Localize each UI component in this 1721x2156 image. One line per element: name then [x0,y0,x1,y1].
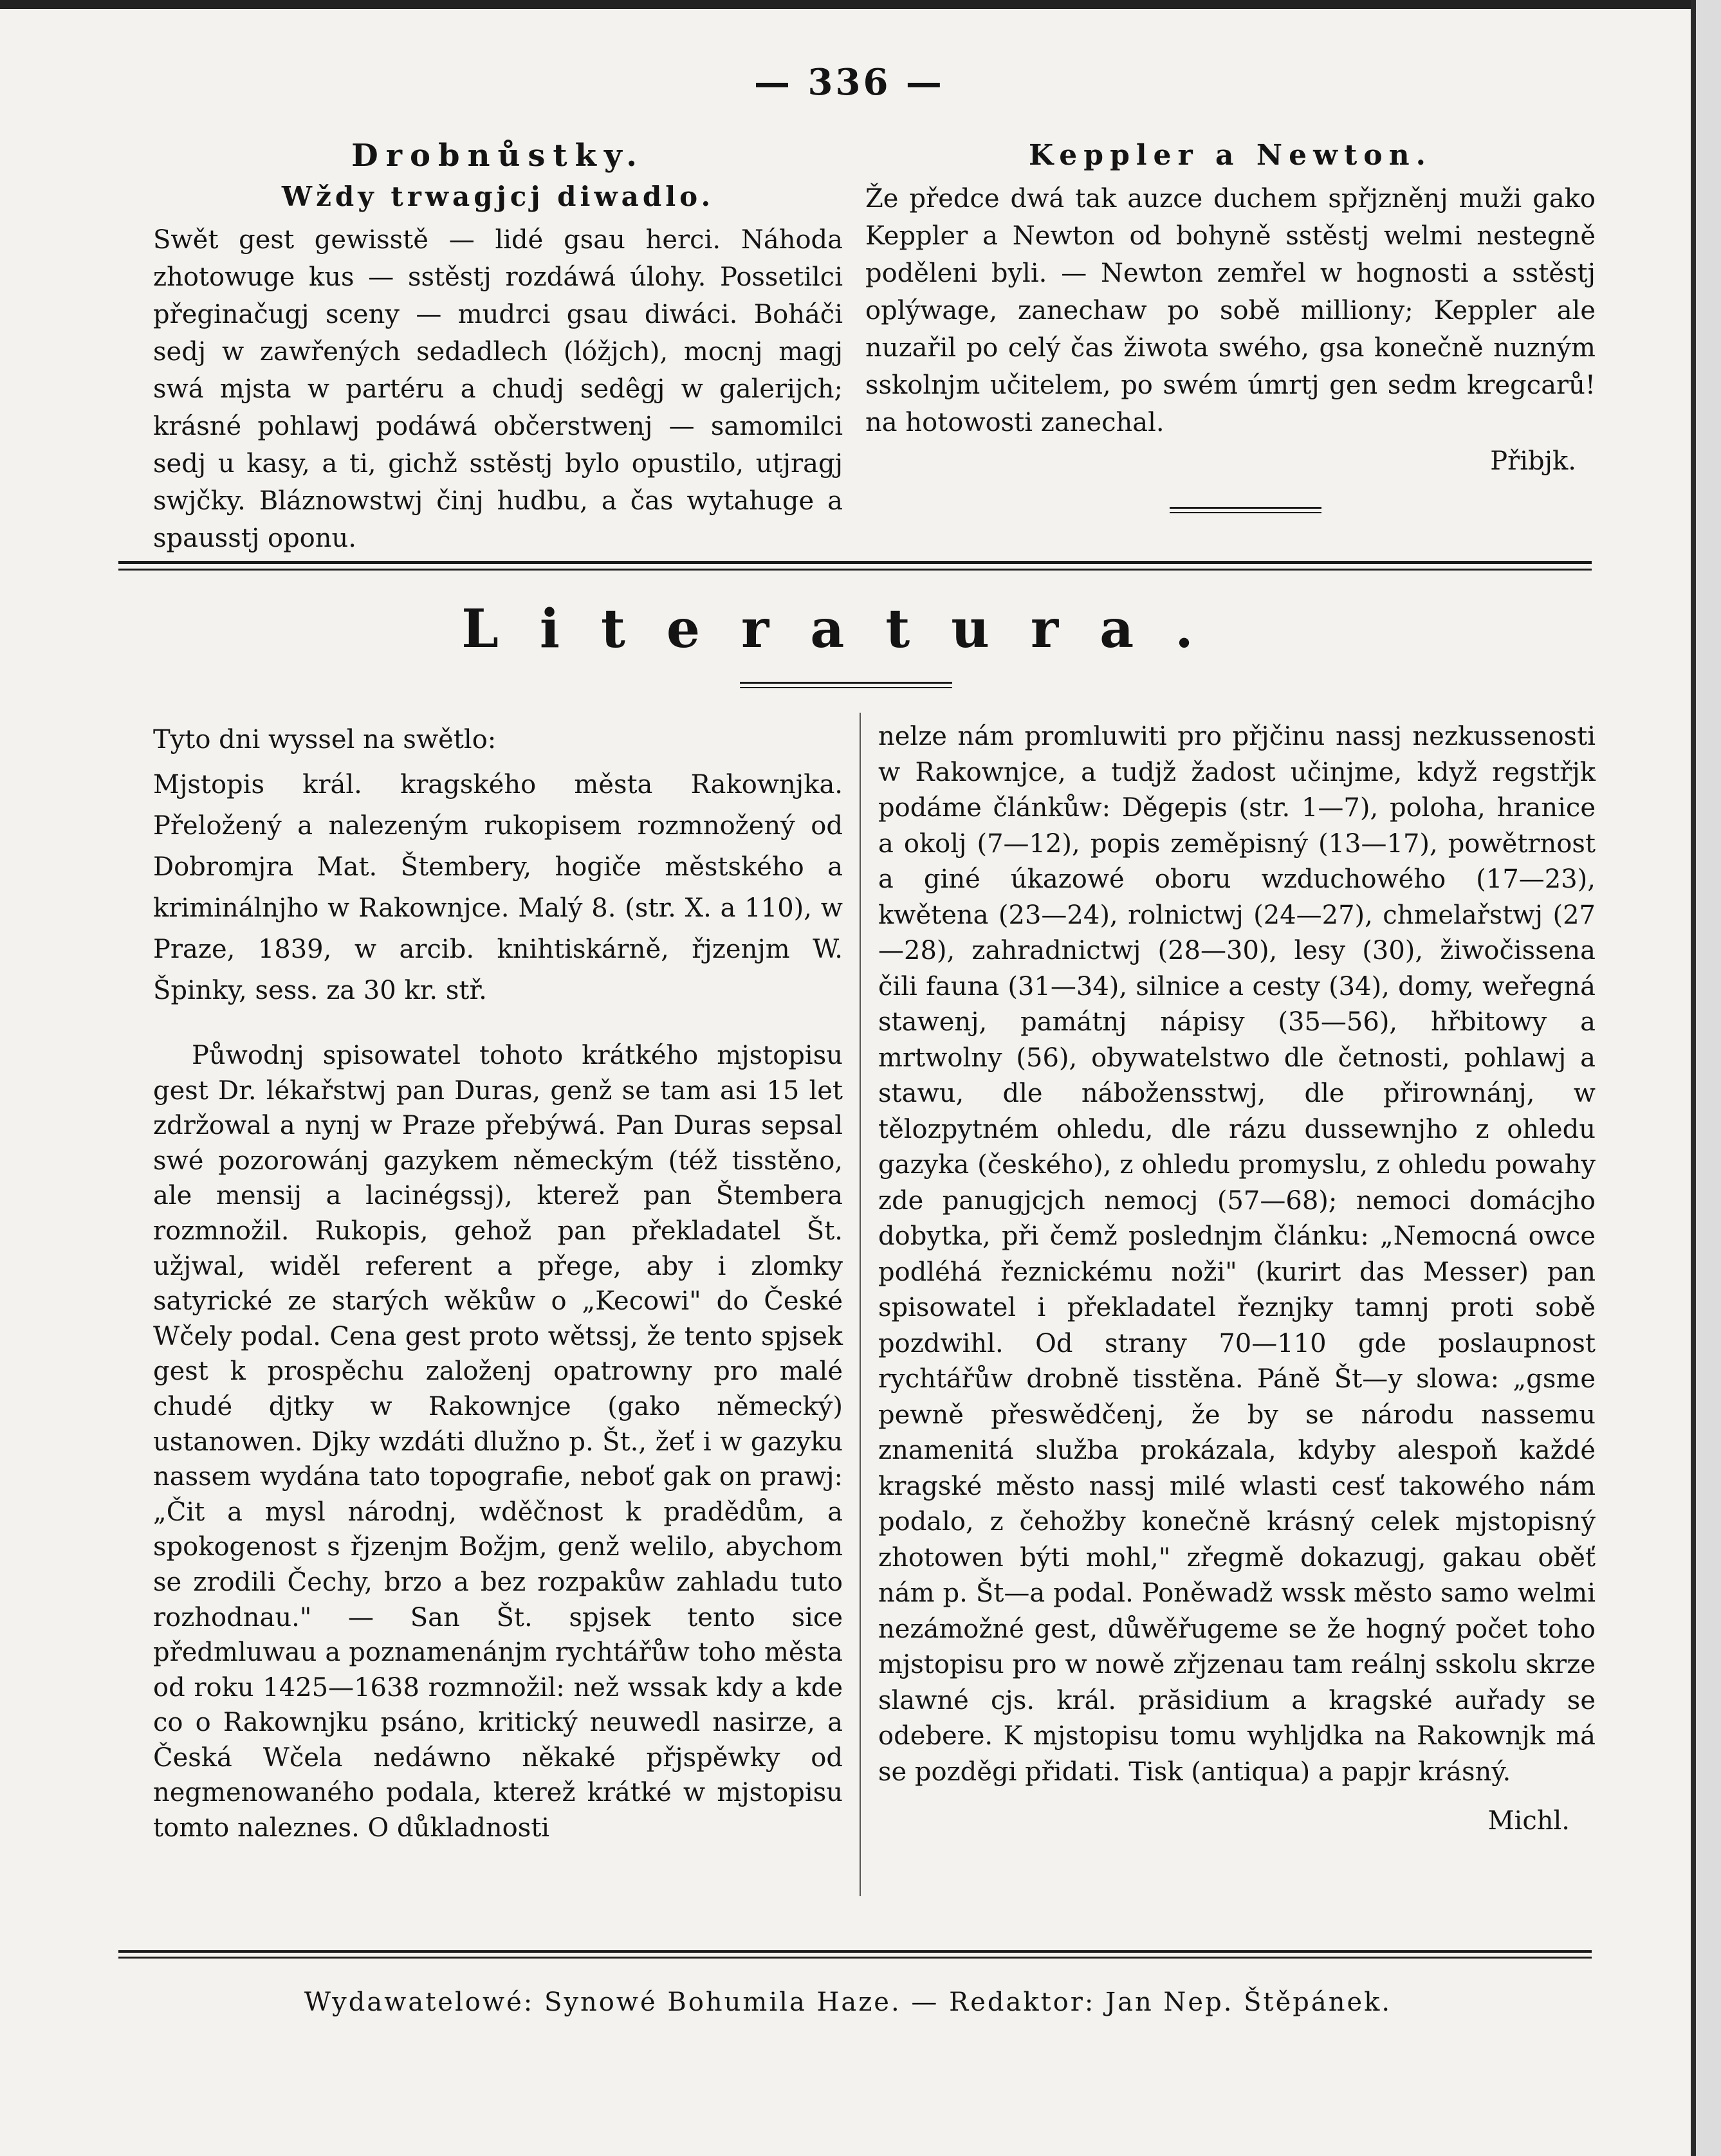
page-number: — 336 — [754,61,944,104]
short-divider-top [1170,507,1321,509]
footer-rule [118,1950,1592,1953]
signature-pribik: Přibjk. [1490,446,1576,476]
footer-publisher-line: Wydawatelowé: Synowé Bohumila Haze. — Redaktor: Jan Nep. Štěpánek. [304,1987,1392,2017]
paragraph-literature-right: nelze nám promluwiti pro přjčinu nassj nezkussenosti w Rakownjce, a tudjž žadost učinjme, když regstřjk podáme článkůw: Děgepis (str. 1—7), poloha, hranice a okolj (7—12), popis zeměpisný (13—17), powětrnost a giné úkazowé oboru wzduchowého (17—23), kwětena (23—24), rolnictwj (24—27), chmelařstwj (27—28), zahradnictwj (28—30), lesy (30), žiwočissena čili fauna (31—34), silnice a cesty (34), domy, weřegná stawenj, památnj nápisy (35—56), hřbitowy a mrtwolny (56), obywatelstwo dle četnosti, pohlawj a stawu, dle nábožensstwj, dle přirownánj, w tělozpytném ohledu, dle rázu dussewnjho z ohledu gazyka (českého), z ohledu promyslu, z ohledu powahy zde panugjcjch nemocj (57—68); nemoci domácjho dobytka, při čemž poslednjm článku: „Nemocná owce podléhá řeznickému noži" (kurirt das Messer) pan spisowatel i překladatel řeznjky tamnj proti sobě pozdwihl. Od strany 70—110 gde poslaupnost rychtářůw drobně tisstěna. Páně Št—y slowa: „gsme pewně přeswědčenj, že by se národu nassemu znamenitá služba prokázala, kdyby alespoň každé kragské město nassj milé wlasti cesť takowého nám podalo, z čehožby konečně krásný celek mjstopisný zhotowen býti mohl," zřegmě dokazugj, gakau oběť nám p. Št—a podal. Poněwadž wssk město samo welmi nezámožné gest, důwěřugeme se že hogný počet toho mjstopisu pro w nowě zřjzenau tam reálnj sskolu skrze slawné cjs. král. prăsidium a kragské auřady se odebere. K mjstopisu tomu wyhljdka na Rakownjk má se pozděgi přidati. Tisk (antiqua) a papjr krásný. [878,722,1596,1787]
paragraph-keppler: Že předce dwá tak auzce duchem spřjzněnj muži gako Keppler a Newton od bohyně sstěstj welmi nestegně poděleni byli. — Newton zemřel w hognosti a sstěstj oplýwage, zanechaw po sobě milliony; Keppler ale nuzařil po celý čas žiwota swého, gsa konečně nuzným sskolnjm učitelem, po swém úmrtj gen sedm kregcarů! na hotowosti zanechal. [865,184,1596,437]
subheading-divadlo: Wždy trwagjcj diwadlo. [281,181,715,212]
section-rule-top-2 [118,569,1592,571]
footer-rule-2 [118,1957,1592,1959]
title-underline [740,682,952,684]
paragraph-divadlo: Swět gest gewisstě — lidé gsau herci. Náhoda zhotowuge kus — sstěstj rozdáwá úlohy. Possetilci přeginačugj sceny — mudrci gsau diwáci. Boháči sedj w zawřených sedadlech (lóžjch), mocnj magj swá mjsta w partéru a chudj sedêgj w galerijch; krásné pohlawj podáwá občerstwenj — samomilci sedj u kasy, a ti, gichž sstěstj bylo opustilo, utjragj swjčky. Bláznowstwj činj hudbu, a čas wytahuge a spausstj oponu. [153,225,843,553]
scan-top-edge [0,0,1696,9]
short-divider-top-2 [1170,512,1321,513]
column-literature-left [153,719,843,1846]
book-entry: Mjstopis král. kragského města Rakownjka. Přeložený a nalezeným rukopisem rozmnožený od Dobromjra Mat. Štembery, hogiče městského a kriminálnjho w Rakownjce. Malý 8. (str. X. a 110), w Praze, 1839, w arcib. knihtiskárně, řjzenjm W. Špinky, sess. za 30 kr. stř. [153,770,843,1005]
signature-michl: Michl. [1487,1806,1570,1836]
column-right-top [865,135,1596,481]
paragraph-literature-left: Půwodnj spisowatel tohoto krátkého mjstopisu gest Dr. lékařstwj pan Duras, genž se tam asi 15 let zdržowal a nynj w Praze přebýwá. Pan Duras sepsal swé pozorowánj gazykem německým (též tisstěno, ale mensij a lacinégssj), kterež pan Štembera rozmnožil. Rukopis, gehož pan překladatel Št. užjwal, widěl referent a přege, aby i zlomky satyrické ze starých wěkůw o „Kecowi" do České Wčely podal. Cena gest proto wětssj, že tento spjsek gest k prospěchu založenj opatrowny pro malé chudé djtky w Rakownjce (gako německý) ustanowen. Djky wzdáti dlužno p. Št., žeť i w gazyku nassem wydána tato topografie, neboť gak on prawj: „Čit a mysl národnj, wděčnost k pradědům, a spokogenost s řjzenjm Božjm, genž welilo, abychom se zrodili Čechy, brzo a bez rozpakůw zahladu tuto rozhodnau." — San Št. spjsek tento sice předmluwau a poznamenánjm rychtářůw toho města od roku 1425—1638 rozmnožil: než wssak kdy a kde co o Rakownjku psáno, kritický neuwedl nasirze, a Česká Wčela nedáwno někaké přjspěwky od negmenowaného podala, kterež krátké w mjstopisu tomto naleznes. O důkladnosti [153,1041,843,1843]
heading-drobnustky: Drobnůstky. [351,138,645,174]
section-title-literatura: Literatura. [461,598,1235,660]
intro-line: Tyto dni wyssel na swětlo: [153,725,497,754]
scan-right-edge [1691,0,1696,2156]
column-left-top [153,135,843,557]
column-separator [860,713,861,1896]
column-literature-right [878,719,1596,1840]
section-rule-top [118,561,1592,564]
title-underline-2 [740,687,952,688]
heading-keppler-newton: Keppler a Newton. [1029,139,1432,172]
scan-margin [1696,0,1721,2156]
